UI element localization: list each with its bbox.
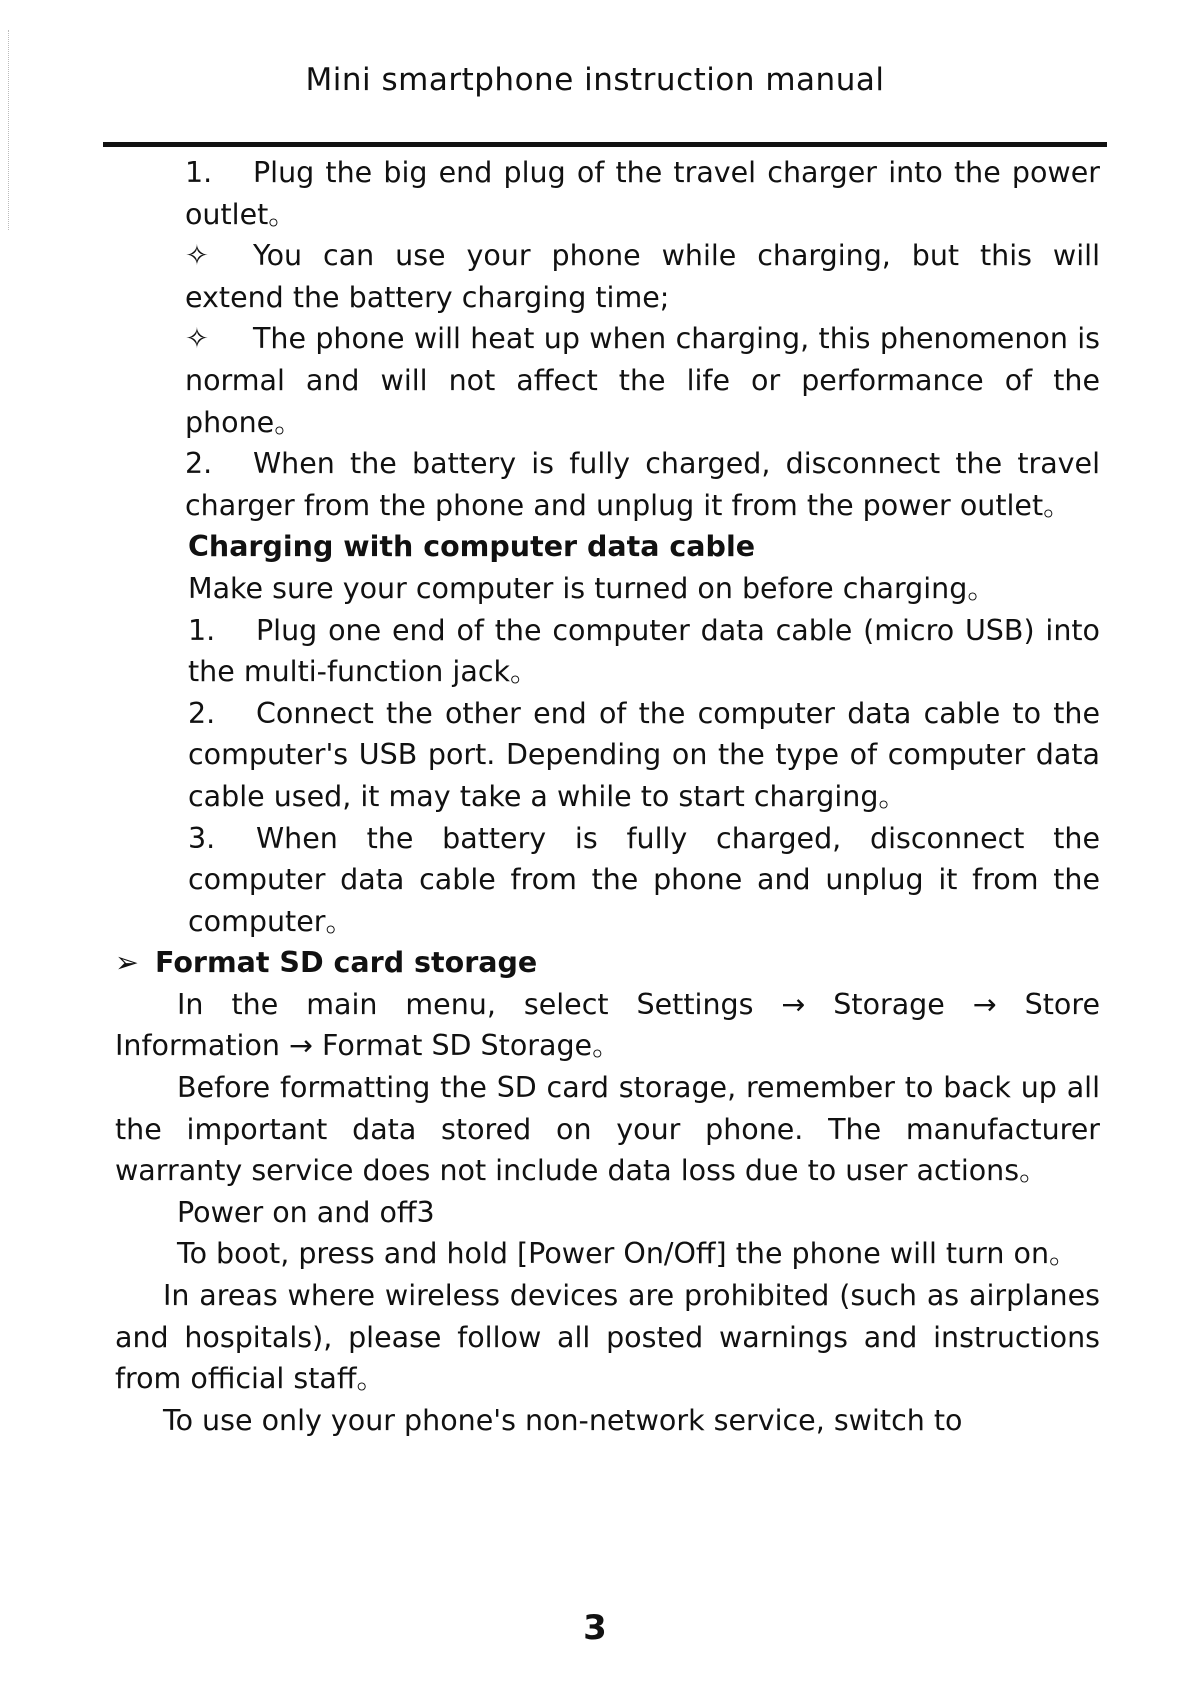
note-text: You can use your phone while charging, but this will extend the battery charging time;: [185, 239, 1100, 314]
step-travel-1: [185, 152, 1100, 235]
note-heat: [185, 318, 1100, 443]
step-travel-2: [185, 443, 1100, 526]
step-text: Plug the big end plug of the travel charger into the power outlet。: [185, 156, 1100, 231]
step-number: 2.: [185, 447, 213, 481]
power-boot: To boot, press and hold [Power On/Off] the phone will turn on。: [177, 1237, 1078, 1271]
step-number: 1.: [185, 156, 213, 189]
format-path: In the main menu, select Settings → Storage → Store Information → Format SD Storage。: [115, 987, 1100, 1063]
section-heading-format: [115, 942, 1100, 984]
step-cable-3: [188, 818, 1100, 943]
section-heading-power: Power on and off3: [177, 1195, 435, 1229]
format-warning: Before formatting the SD card storage, remember to back up all the important data stored on your phone. The manufacturer warranty service does not include data loss due to user actions。: [115, 1071, 1100, 1188]
note-charging-time: [185, 235, 1100, 318]
step-number: 2.: [188, 696, 216, 730]
step-number: 3.: [188, 821, 216, 855]
page-body: [115, 152, 1100, 1441]
step-cable-2: [188, 693, 1100, 818]
diamond-star-icon: ✧: [185, 322, 209, 356]
section-heading-cable: Charging with computer data cable: [188, 530, 756, 564]
power-nonnetwork: To use only your phone's non-network service, switch to: [163, 1403, 963, 1437]
page-number: 3: [583, 1608, 607, 1648]
diamond-star-icon: ✧: [185, 239, 209, 273]
step-cable-1: [188, 610, 1100, 693]
note-text: The phone will heat up when charging, this phenomenon is normal and will not affect the life or performance of the phone。: [185, 322, 1100, 439]
page-header: Mini smartphone instruction manual: [305, 62, 885, 98]
step-text: When the battery is fully charged, disconnect the travel charger from the phone and unplug it from the power outlet。: [185, 447, 1100, 522]
power-areas: In areas where wireless devices are prohibited (such as airplanes and hospitals), please follow all posted warnings and instructions from official staff。: [115, 1279, 1100, 1396]
cable-intro: Make sure your computer is turned on before charging。: [188, 571, 996, 605]
step-number: 1.: [188, 613, 216, 647]
arrow-bullet-icon: ➢: [115, 946, 139, 980]
step-text: When the battery is fully charged, disconnect the computer data cable from the phone and unplug it from the computer。: [188, 821, 1100, 938]
step-text: Plug one end of the computer data cable (micro USB) into the multi-function jack。: [188, 613, 1100, 689]
step-text: Connect the other end of the computer data cable to the computer's USB port. Depending on the type of computer data cable used, it may take a while to start charging。: [188, 696, 1100, 813]
header-rule: [103, 142, 1107, 147]
heading-text: Format SD card storage: [155, 946, 538, 980]
margin-artifact: [8, 30, 13, 230]
